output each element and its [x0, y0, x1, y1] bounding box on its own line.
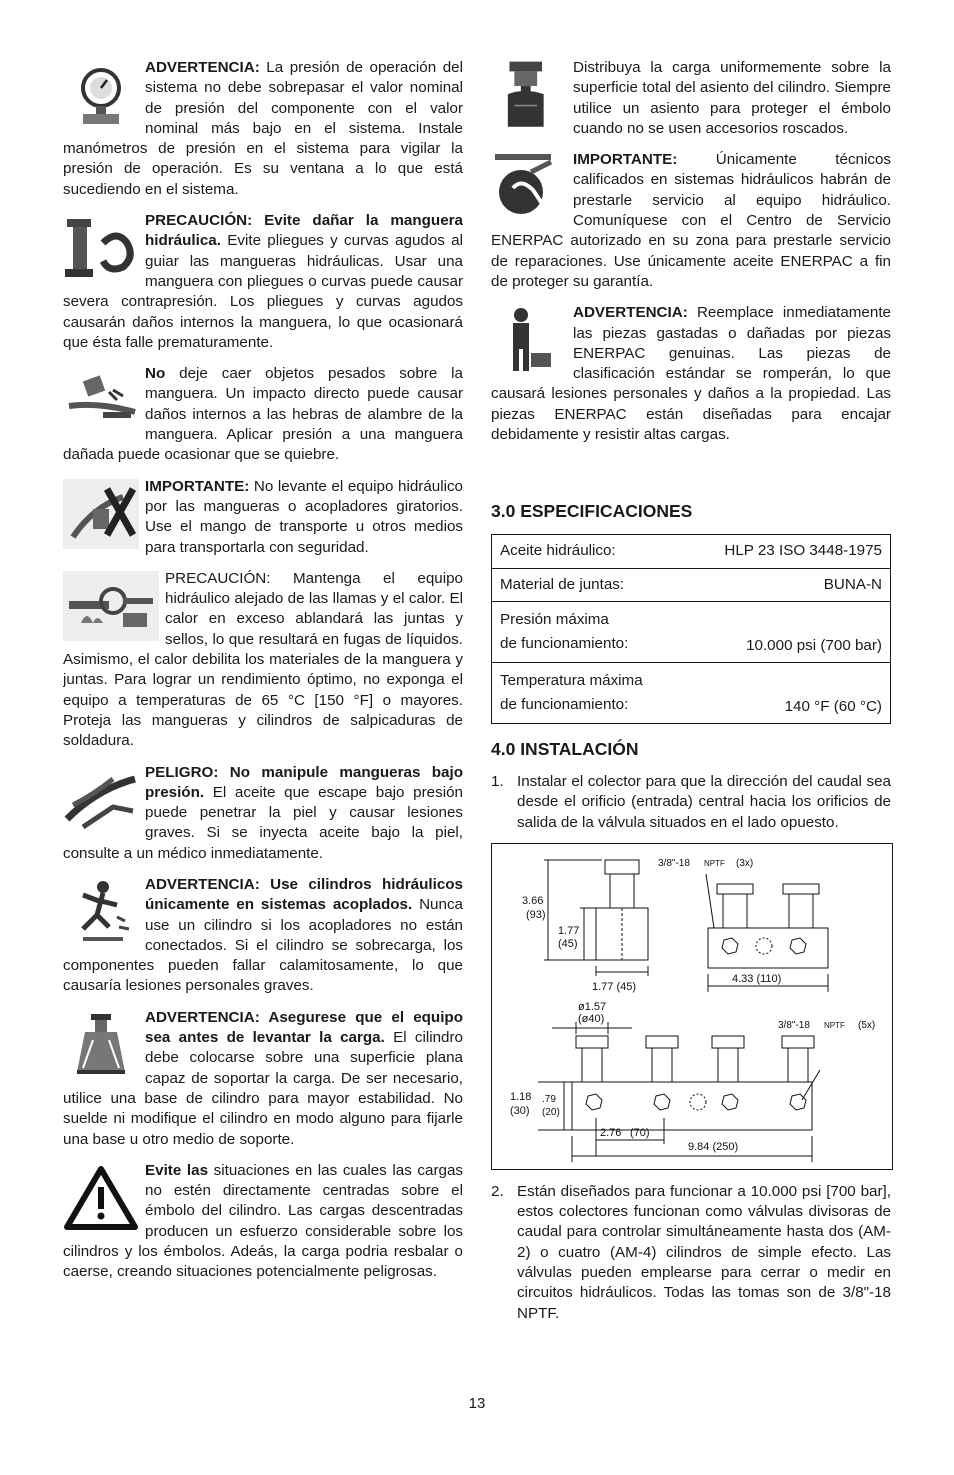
notice-heading: ADVERTENCIA:: [145, 59, 260, 76]
notice-text: Evite pliegues y curvas agudos al guiar las mangueras hidráulicas. Usar una manguera con pliegues o curvas puede causar severa contrapresión. Los pliegues y curvas agudos causarán daños internos la manguera, lo que ocasionará que ésta falle prematuramente.: [63, 232, 463, 351]
spec-value: 140 °F (60 °C): [682, 662, 890, 723]
spec-label-line2: de funcionamiento:: [500, 634, 629, 652]
dim-height-total-mm: (93): [526, 908, 546, 921]
spec-label-line1: Presión máxima: [500, 610, 609, 628]
spec-label-line1: Temperatura máxima: [500, 671, 643, 689]
notice-text: El cilindro debe colocarse sobre una superficie plana capaz de soportar la carga. De ser necesario, utilice una base de cilindro para mayor estabilidad. No suelde ni modifique el cilindro en modo alguno para fijarle una base u otro medio de soporte.: [63, 1029, 463, 1148]
pressure-gauge-icon: [63, 60, 139, 130]
port-label-top-a: 3/8"-18: [658, 857, 690, 869]
safety-notice-coupled: [63, 875, 463, 997]
saddle-cylinder-icon: [491, 60, 567, 130]
no-lift-by-hose-icon: [63, 479, 139, 549]
step-number: 1.: [491, 772, 504, 790]
dim-width-am4: 9.84 (250): [688, 1140, 739, 1153]
front-view: [544, 860, 648, 976]
dim-width-am2: 4.33 (110): [732, 972, 782, 985]
spec-row: [492, 662, 891, 723]
wrench-service-icon: [491, 152, 567, 222]
spec-row: [492, 601, 891, 662]
dim-pitch: 2.76: [600, 1126, 622, 1139]
dim-pitch-mm: (70): [630, 1126, 650, 1139]
port-label-bot-a: 3/8"-18: [778, 1019, 810, 1031]
safety-notice-gauge: [63, 58, 463, 200]
safety-notice-parts: [491, 303, 891, 445]
spec-row: [492, 568, 891, 601]
port-label-bot-c: (5x): [858, 1019, 876, 1031]
notice-text: Distribuya la carga uniformemente sobre la superficie total del asiento del cilindro. Siempre utilice un asiento para proteger el émbolo cuando no se usen accesorios roscados.: [573, 59, 891, 137]
step-text: Están diseñados para funcionar a 10.000 psi [700 bar], estos colectores funcionan como válvulas divisoras de caudal para controlar simultáneamente hasta dos (AM-2) o cuatro (AM-4) cilindros de simple efecto. Las válvulas pueden emplearse para cerrar o medir en circuitos hidráulicos. Todas las tomas son de 3/8"-18 NPTF.: [517, 1182, 891, 1322]
notice-text: PRECAUCIÓN: Mantenga el equipo hidráulico alejado de las llamas y el calor. El calor en exceso ablandará las juntas y sellos, lo que resultará en fugas de líquidos. Asimismo, el calor debilita los materiales de la manguera y juntas. Para lograr un rendimiento óptimo, no exponga el equipo a temperaturas de 65 °C [150 °F] o mayores. Proteja las mangueras y cilindros de salpicaduras de soldadura.: [63, 569, 463, 750]
install-title: 4.0 INSTALACIÓN: [491, 738, 639, 759]
spec-value: 10.000 psi (700 bar): [682, 601, 890, 662]
heavy-object-hose-icon: [63, 366, 139, 436]
hose-bend-icon: [63, 213, 139, 283]
worker-parts-icon: [491, 305, 567, 375]
safety-notice-heavy-object: [63, 364, 463, 465]
page-number: 13: [468, 1395, 486, 1412]
notice-heading: IMPORTANTE:: [145, 477, 250, 495]
right-column: [491, 58, 891, 1324]
notice-heading: ADVERTENCIA: Use cilindros hidráulicos únicamente en sistemas acoplados.: [145, 875, 463, 914]
port-label-top-b: NPTF: [704, 858, 725, 868]
spec-label: [492, 601, 683, 662]
notice-heading: PELIGRO: No manipule mangueras bajo presión.: [145, 763, 463, 801]
pressurized-hose-hand-icon: [63, 765, 139, 835]
safety-notice-service: [491, 150, 891, 292]
specs-table: [491, 534, 891, 724]
dim-knob: ø1.57: [578, 1000, 607, 1013]
notice-text: La presión de operación del sistema no debe sobrepasar el valor nominal de presión del componente con el valor nominal más bajo en el sistema. Instale manómetros de presión en el sistema para vigilar la presión de operación. Es su ventana a lo que está sucediendo en el sistema.: [63, 59, 463, 198]
notice-text: Nunca use un cilindro si los acopladores no están conectados. Si el cilindro se sobrecarga, los componentes pueden fallar calamitosamente, lo que causaría lesiones personales graves.: [63, 896, 463, 995]
notice-text: Únicamente técnicos calificados en sistemas hidráulicos habrán de prestarle servicio al equipo hidráulico. Comuníquese con el Centro de Servicio ENERPAC autorizado en su zona para prestarle servicio de reparaciones. Use únicamente aceite ENERPAC a fin de proteger su garantía.: [491, 151, 891, 290]
notice-text: situaciones en las cuales las cargas no estén directamente centradas sobre el émbolo del cilindro. Las cargas descentradas producen un esfuerzo considerable sobre los cilindros y los émbolos. Adeás, la carga podria resbalar o caerse, creando situaciones potencialmente peligrosas.: [63, 1161, 463, 1281]
notice-text: deje caer objetos pesados sobre la manguera. Un impacto directo puede causar daños internos a las hebras de alambre de la manguera. Aplicar presión a una manguera dañada puede ocasionar que se quiebre.: [63, 365, 463, 464]
spec-row: [492, 535, 891, 568]
dim-knob-mm: (ø40): [578, 1012, 605, 1025]
safety-notice-pressurized: [63, 763, 463, 864]
spec-label: Material de juntas:: [492, 568, 683, 601]
port-label-bot-b: NPTF: [824, 1020, 845, 1030]
spec-label-line2: de funcionamiento:: [500, 695, 629, 713]
cylinder-load-icon: [63, 1010, 139, 1080]
notice-text: El aceite que escape bajo presión puede penetrar la piel y causar lesiones graves. Si se inyecta aceite bajo la piel, consulte a un médico inmediatamente.: [63, 783, 463, 862]
safety-notice-hose-bend: [63, 211, 463, 353]
am4-view: [538, 1019, 820, 1162]
dim-block-h: 1.18: [510, 1090, 532, 1103]
notice-heading: IMPORTANTE:: [573, 151, 678, 169]
port-label-top-c: (3x): [736, 857, 754, 869]
spec-label: Aceite hidráulico:: [492, 535, 683, 568]
dim-height-body-mm: (45): [558, 937, 578, 950]
spec-value: BUNA-N: [682, 568, 890, 601]
safety-notice-offcenter: [63, 1161, 463, 1283]
manifold-dimension-diagram: [491, 843, 893, 1170]
dim-width-body: 1.77 (45): [592, 980, 637, 993]
spec-label: [492, 662, 683, 723]
dim-block-h-mm: (30): [510, 1104, 530, 1117]
notice-text: No levante el equipo hidráulico por las mangueras o acopladores giratorios. Use el mango de transporte u otros medios para transportarla con seguridad.: [145, 477, 463, 556]
safety-notice-cylinder-base: [63, 1008, 463, 1150]
step-number: 2.: [491, 1182, 504, 1200]
flame-heat-icon: [63, 571, 159, 641]
safety-notice-saddle: [491, 58, 891, 139]
dim-height-body: 1.77: [558, 924, 580, 937]
notice-heading: No: [145, 365, 166, 383]
step-text: Instalar el colector para que la dirección del caudal sea desde el orificio (entrada) central hacia los orificios de salida de la válvula situados en el lado opuesto.: [517, 772, 891, 831]
install-steps-continued: [491, 1182, 891, 1324]
safety-notice-heat: [63, 569, 463, 752]
notice-heading: PRECAUCIÓN: Evite dañar la manguera hidráulica.: [145, 212, 463, 250]
install-step: [491, 772, 891, 833]
safety-notice-no-lift: [63, 477, 463, 558]
warning-triangle-icon: [63, 1163, 139, 1233]
dim-hole-h-mm: (20): [542, 1106, 560, 1118]
left-column: [63, 58, 463, 1294]
specs-title: 3.0 ESPECIFICACIONES: [491, 501, 693, 522]
notice-text: Reemplace inmediatamente las piezas gastadas o dañadas por piezas ENERPAC genuinas. Las piezas de clasificación estándar se romperán, lo que causará lesiones personales y daños a la propiedad. Las piezas ENERPAC están diseñadas para encajar debidamente y resistir altas cargas.: [491, 304, 891, 444]
dim-hole-h: .79: [542, 1093, 556, 1105]
notice-heading: ADVERTENCIA:: [573, 304, 688, 322]
spec-value: HLP 23 ISO 3448-1975: [682, 535, 890, 568]
notice-heading: Evite las: [145, 1161, 209, 1179]
falling-person-icon: [63, 877, 139, 947]
install-step: [491, 1182, 891, 1324]
install-steps: [491, 772, 891, 833]
dim-height-total: 3.66: [522, 894, 544, 907]
notice-heading: ADVERTENCIA: Asegurese que el equipo sea antes de levantar la carga.: [145, 1008, 463, 1047]
